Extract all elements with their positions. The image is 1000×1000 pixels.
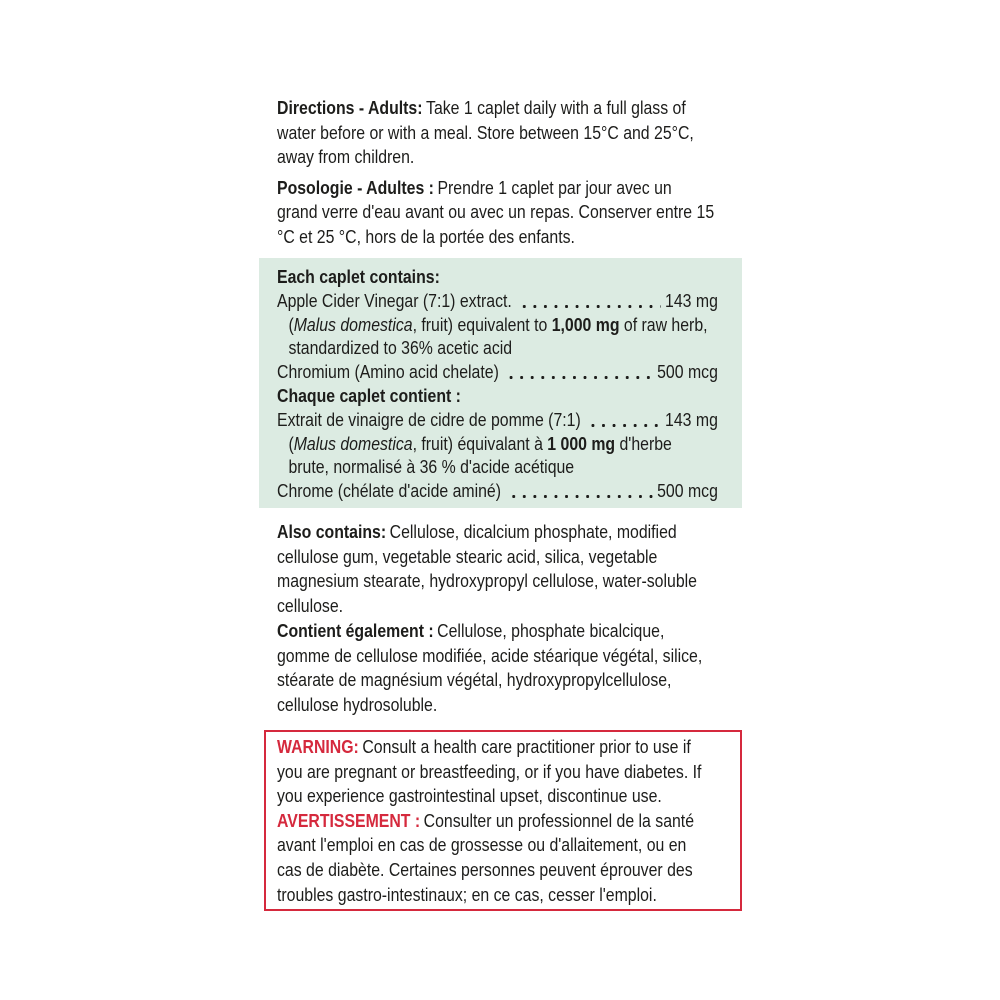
warning-panel (264, 730, 742, 911)
text-segment: of raw herb, (619, 314, 708, 335)
non-medicinal-section (277, 520, 774, 717)
ingredient-row-acv-fr (277, 409, 718, 433)
warning-fr-label: AVERTISSEMENT : (277, 810, 421, 831)
medicinal-ingredients-panel (259, 258, 742, 508)
ingredient-detail-line: brute, normalisé à 36 % d'acide acétique (288, 457, 575, 478)
directions-section (277, 96, 774, 249)
directions-en-label: Directions - Adults: (277, 98, 423, 118)
also-contains-fr-paragraph (277, 619, 714, 717)
latin-name: Malus domestica (293, 433, 413, 454)
ingredient-amount: 143 mg (665, 409, 718, 430)
ingredient-row-chromium-fr (277, 480, 718, 504)
ingredient-detail-line: standardized to 36% acetic acid (288, 338, 513, 359)
directions-fr-label: Posologie - Adultes : (277, 177, 434, 198)
text-segment: ( (288, 433, 294, 454)
latin-name: Malus domestica (293, 314, 413, 335)
ingredients-heading-fr: Chaque caplet contient : (277, 385, 461, 406)
text-segment: d'herbe (615, 433, 672, 454)
also-contains-en-paragraph (277, 520, 714, 618)
dotted-leader (506, 480, 652, 504)
directions-fr-paragraph (277, 176, 714, 250)
ingredient-name: Chromium (Amino acid chelate) (277, 362, 499, 383)
ingredient-amount: 143 mg (665, 290, 718, 311)
text-segment: , fruit) equivalent to (412, 314, 552, 335)
ingredient-detail-line (277, 314, 718, 338)
warning-en-label: WARNING: (277, 737, 359, 757)
equivalent-amount: 1 000 mg (547, 433, 616, 454)
directions-fr-text: Prendre 1 caplet par jour avec un grand verre d'eau avant ou avec un repas. Conserver entre 15 °C et 25 °C, hors de la portée des enfants. (277, 177, 715, 247)
warning-en-paragraph (277, 735, 710, 809)
dotted-leader (504, 361, 653, 385)
ingredient-amount: 500 mcg (657, 481, 718, 502)
ingredient-name: Apple Cider Vinegar (7:1) extract. (277, 290, 512, 311)
ingredient-name: Extrait de vinaigre de cidre de pomme (7:1) (277, 409, 581, 430)
text-segment: , fruit) équivalant à (412, 433, 548, 454)
ingredient-name: Chrome (chélate d'acide aminé) (277, 481, 502, 502)
warning-fr-paragraph (277, 809, 710, 907)
ingredient-row-chromium-en (277, 361, 718, 385)
ingredient-row-acv-en (277, 290, 718, 314)
medicinal-ingredients-content (277, 266, 718, 504)
ingredient-amount: 500 mcg (657, 362, 718, 383)
also-contains-en-label: Also contains: (277, 522, 387, 542)
ingredient-detail-line (277, 433, 718, 457)
warning-en-text: Consult a health care practitioner prior to use if you are pregnant or breastfeeding, or if you have diabetes. If you experience gastrointestinal upset, discontinue use. (277, 737, 702, 807)
also-contains-fr-text: Cellulose, phosphate bicalcique, gomme de cellulose modifiée, acide stéarique végétal, silice, stéarate de magnésium végétal, hydroxypropylcellulose, cellulose hydrosoluble. (277, 621, 703, 715)
directions-en-paragraph (277, 96, 714, 170)
dotted-leader (517, 290, 661, 314)
also-contains-fr-label: Contient également : (277, 621, 434, 641)
equivalent-amount: 1,000 mg (551, 314, 620, 335)
warning-fr-text: Consulter un professionnel de la santé avant l'emploi en cas de grossesse ou d'allaitement, ou en cas de diabète. Certaines personnes peuvent éprouver des troubles gastro-intestinaux; en ce cas, cesser l'emploi. (277, 810, 695, 905)
text-segment: ( (288, 314, 294, 335)
dotted-leader (586, 409, 661, 433)
ingredients-heading-en: Each caplet contains: (277, 267, 440, 287)
also-contains-en-text: Cellulose, dicalcium phosphate, modified cellulose gum, vegetable stearic acid, silica, vegetable magnesium stearate, hydroxypropyl cellulose, water-soluble cellulose. (277, 522, 697, 616)
directions-en-text: Take 1 caplet daily with a full glass of water before or with a meal. Store between 15°C and 25°C, away from children. (277, 98, 694, 167)
